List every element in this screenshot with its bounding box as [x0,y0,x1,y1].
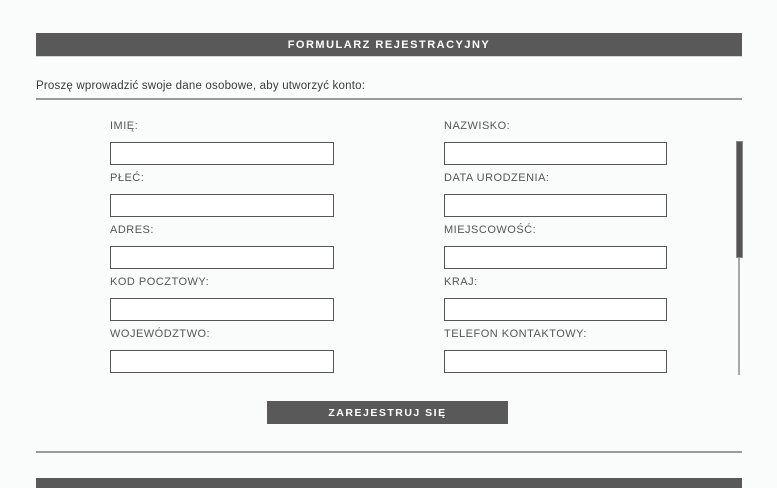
imie-label: IMIĘ: [110,120,139,132]
telefon-kontaktowy-label: TELEFON KONTAKTOWY: [444,328,587,340]
field-data-urodzenia [444,170,667,217]
kod-pocztowy-label: KOD POCZTOWY: [110,276,210,288]
form-column-left [110,118,334,378]
form-column-right [444,118,667,378]
plec-label: PŁEĆ: [110,172,145,184]
imie-input[interactable] [110,142,334,165]
footer-bar [36,478,742,488]
data-urodzenia-input[interactable] [444,194,667,217]
field-wojewodztwo [110,326,334,373]
miejscowosc-label: MIEJSCOWOŚĆ: [444,224,537,236]
field-imie [110,118,334,165]
bottom-divider [36,451,742,453]
field-nazwisko [444,118,667,165]
miejscowosc-input[interactable] [444,246,667,269]
kraj-input[interactable] [444,298,667,321]
wojewodztwo-input[interactable] [110,350,334,373]
form-title-bar [36,33,742,57]
field-miejscowosc [444,222,667,269]
field-kraj [444,274,667,321]
nazwisko-label: NAZWISKO: [444,120,511,132]
kraj-label: KRAJ: [444,276,478,288]
register-button[interactable]: ZAREJESTRUJ SIĘ [267,401,508,424]
nazwisko-input[interactable] [444,142,667,165]
page-title: FORMULARZ REJESTRACYJNY [287,38,491,51]
top-divider [36,98,742,100]
field-kod-pocztowy [110,274,334,321]
field-adres [110,222,334,269]
wojewodztwo-label: WOJEWÓDZTWO: [110,328,211,340]
scrollbar-thumb[interactable] [736,141,743,258]
adres-label: ADRES: [110,224,154,236]
telefon-kontaktowy-input[interactable] [444,350,667,373]
data-urodzenia-label: DATA URODZENIA: [444,172,550,184]
kod-pocztowy-input[interactable] [110,298,334,321]
field-telefon-kontaktowy [444,326,667,373]
field-plec [110,170,334,217]
plec-input[interactable] [110,194,334,217]
adres-input[interactable] [110,246,334,269]
intro-text: Proszę wprowadzić swoje dane osobowe, aby utworzyć konto: [36,80,366,92]
